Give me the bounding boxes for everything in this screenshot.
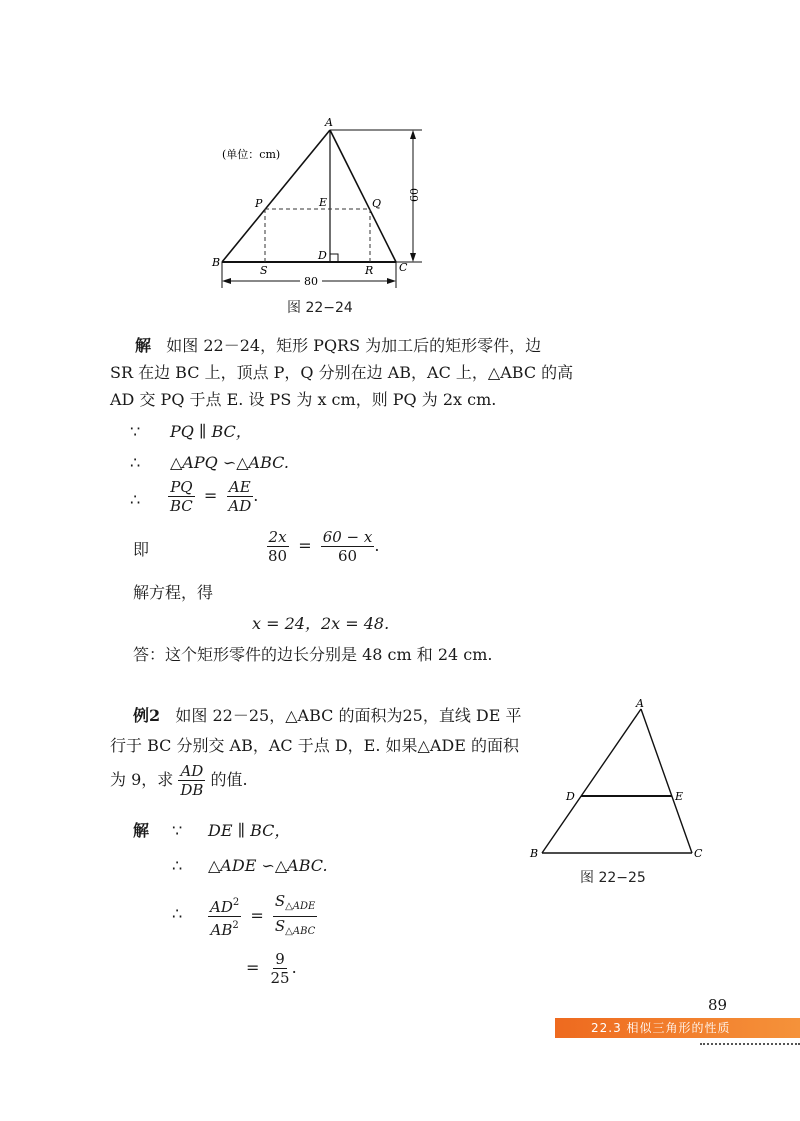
example2-step2: △ADE ∽△ABC. [208,856,328,875]
label-c: C [399,261,408,274]
example2-therefore-symbol: ∴ [172,856,183,875]
fig2-label-e: E [675,790,684,803]
example2-line1 [133,705,522,727]
dim-width-arrow-left [222,278,231,284]
label-e: E [319,196,328,209]
solution1-step1: PQ ∥ BC， [170,422,252,441]
figure-22-25-caption: 图 22−25 [580,870,646,886]
section-title: 22.3 相似三角形的性质 [591,1021,731,1035]
solution-heading: 解 [135,336,152,355]
dim-height-arrow-bottom [410,253,416,262]
label-d: D [318,249,327,262]
therefore-symbol-2: ∴ [130,490,141,509]
fig2-label-b: B [530,847,539,860]
fig2-label-a: A [636,697,644,710]
example2-ratio-num-right: S [274,892,286,910]
example2-heading: 例2 [133,706,161,725]
example2-value-equals: = [246,958,260,977]
example2-ratio-num-left-sup: 2 [232,897,240,908]
because-symbol: ∵ [130,422,141,441]
solution1-line3: AD 交 PQ 于点 E. 设 PS 为 x cm，则 PQ 为 2x cm. [110,390,497,409]
solve-label: 解方程，得 [133,583,214,602]
example2-solution-heading: 解 [133,821,150,840]
example2-line3 [110,762,248,799]
unit-label: (单位：cm) [222,148,281,161]
label-a: A [325,116,333,129]
dim-width-arrow-right [387,278,396,284]
ratio1-equation [168,478,258,515]
example2-ratio-den-right: S [274,917,286,935]
figure-22-24-caption: 图 22−24 [287,300,353,316]
example2-ratio-equation [208,892,317,941]
example2-value-num: 9 [275,950,285,968]
ratio2-period: . [374,536,380,555]
ratio2-num-right: 60 − x [322,528,373,546]
example2-text3-pre: 为 9，求 [110,770,174,789]
ratio2-equals: = [298,536,312,555]
figure-22-25 [528,695,718,865]
label-q: Q [372,197,382,210]
fig2-side-ab [542,709,641,853]
solution1-step2: △APQ ∽△ABC. [170,453,289,472]
ratio1-num-left: PQ [170,478,193,496]
footer-dots [700,1043,800,1045]
ratio2-den-left: 80 [268,547,288,565]
example2-step1: DE ∥ BC， [208,821,291,840]
ji-label: 即 [133,540,150,559]
example2-value-period: . [291,958,297,977]
section-bar [555,1018,800,1038]
page-number: 89 [708,996,728,1014]
side-ac [330,130,396,262]
example2-value-equation [246,950,297,987]
solution1-line1 [135,335,541,357]
width-label: 80 [304,275,318,288]
solution1-result: x = 24，2x = 48. [252,614,390,633]
ratio1-num-right: AE [228,478,251,496]
example2-text1: 如图 22－25，△ABC 的面积为25，直线 DE 平 [175,706,522,725]
example2-because-symbol: ∵ [172,821,183,840]
ratio1-den-right: AD [228,497,252,515]
ratio2-den-right: 60 [337,547,358,565]
label-b: B [212,256,221,269]
example2-text3-post: 的值. [210,770,248,789]
label-s: S [260,264,268,277]
therefore-symbol: ∴ [130,453,141,472]
fig2-label-d: D [566,790,575,803]
example2-ratio-equals: = [250,906,264,925]
solution1-answer: 答：这个矩形零件的边长分别是 48 cm 和 24 cm. [133,645,493,664]
example2-line2: 行于 BC 分别交 AB，AC 于点 D，E. 如果△ADE 的面积 [110,736,519,755]
label-r: R [365,264,374,277]
right-angle-mark [330,254,338,262]
example2-ratio-num-right-sub: △ADE [285,901,316,912]
ratio1-period: . [253,486,259,505]
example2-ratio-den-left: AB [210,921,233,939]
example2-frac-den: DB [180,781,204,799]
example2-therefore-symbol-2: ∴ [172,904,183,923]
solution1-line2: SR 在边 BC 上，顶点 P，Q 分别在边 AB，AC 上，△ABC 的高 [110,363,574,382]
example2-ratio-den-right-sub: △ABC [285,926,316,937]
label-p: P [255,197,263,210]
ratio2-equation [266,528,379,565]
dim-height-arrow-top [410,130,416,139]
example2-frac-num: AD [180,762,204,780]
solution1-text1: 如图 22－24，矩形 PQRS 为加工后的矩形零件，边 [166,336,542,355]
ratio1-equals: = [203,486,218,505]
ratio1-den-left: BC [170,497,193,515]
ratio2-num-left: 2x [268,528,287,546]
fig2-label-c: C [694,847,703,860]
height-label: 60 [408,188,421,202]
figure-22-24 [200,110,440,295]
example2-ratio-den-left-sup: 2 [232,920,239,931]
example2-value-den: 25 [270,969,290,987]
fig2-side-ac [641,709,692,853]
example2-ratio-num-left: AD [210,898,233,916]
